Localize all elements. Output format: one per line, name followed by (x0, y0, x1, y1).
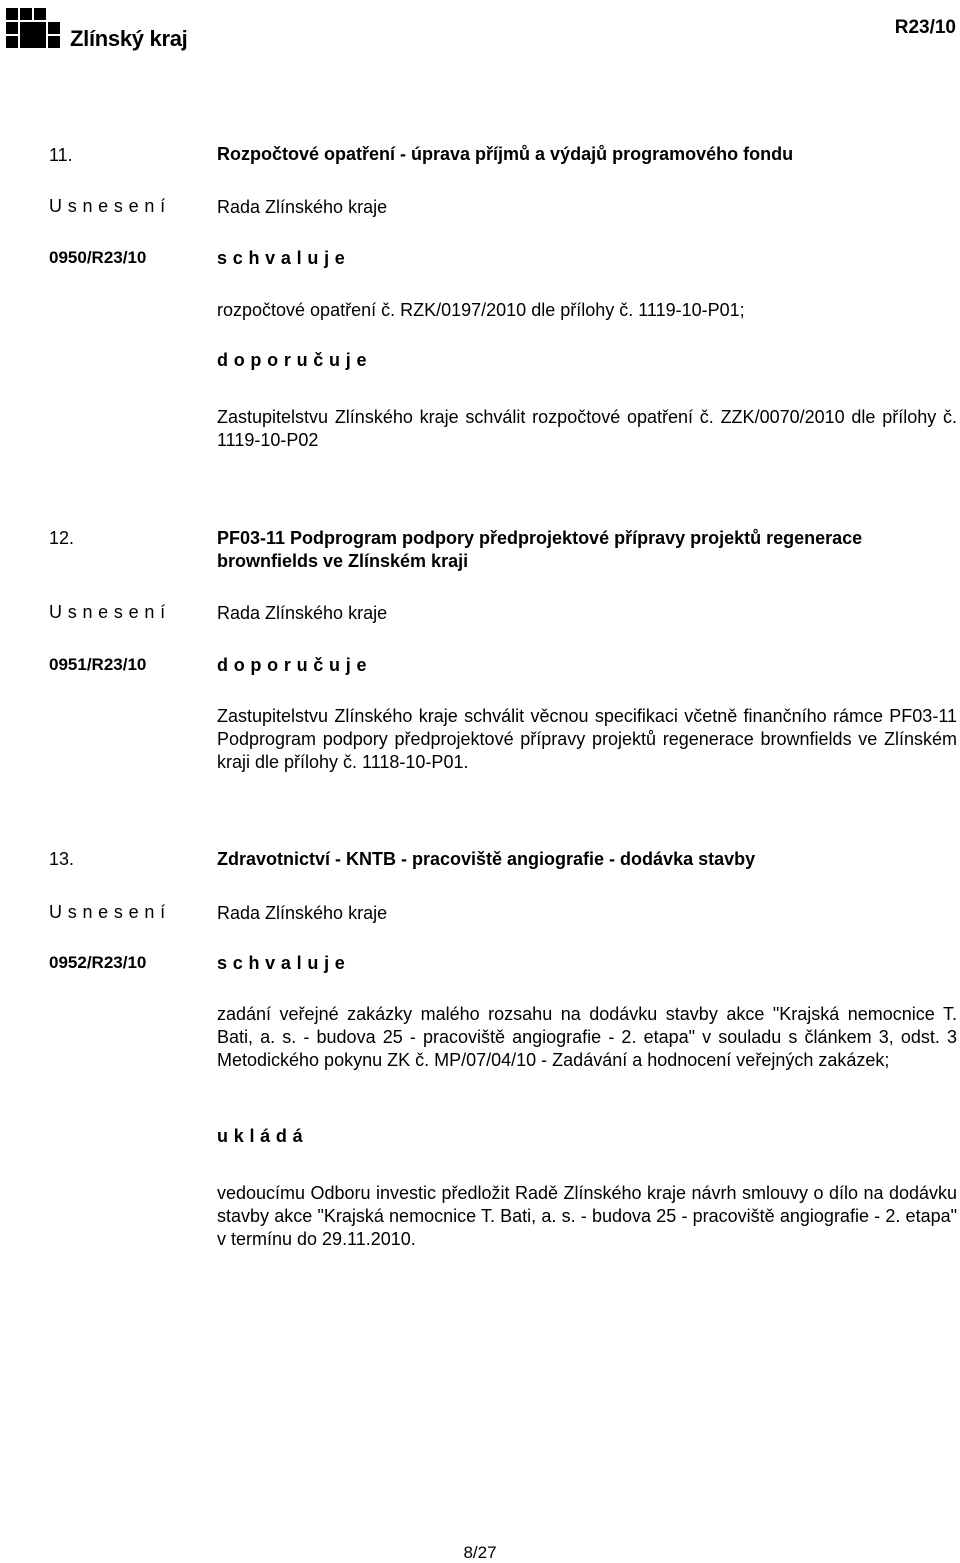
zlinsky-kraj-logo (6, 6, 191, 56)
resolution-number: 0951/R23/10 (49, 655, 147, 674)
resolution-text: rozpočtové opatření č. RZK/0197/2010 dle přílohy č. 1119-10-P01; (217, 300, 745, 320)
resolution-body: Rada Zlínského kraje (217, 603, 388, 623)
resolution-label: U s n e s e n í (49, 902, 166, 922)
item-number: 13. (49, 849, 75, 869)
resolution-number: 0950/R23/10 (49, 248, 147, 267)
resolution-verb: u k l á d á (217, 1126, 303, 1146)
item-title: Zdravotnictví - KNTB - pracoviště angiografie - dodávka stavby (217, 849, 756, 869)
logo-text: Zlínský kraj (70, 26, 188, 51)
resolution-verb: s c h v a l u j e (217, 248, 346, 268)
resolution-text: zadání veřejné zakázky malého rozsahu na dodávku stavby akce "Krajská nemocnice T. Bati, a. s. - budova 25 - pracoviště angiografie - 2. etapa" v souladu s článkem 3, odst. 3 Metodického pokynu ZK č. MP/07/04/10 - Zadávání a hodnocení veřejných zakázek; (217, 1004, 957, 1070)
document-id: R23/10 (894, 17, 956, 38)
resolution-verb: s c h v a l u j e (217, 953, 346, 973)
resolution-text: Zastupitelstvu Zlínského kraje schválit věcnou specifikaci včetně finančního rámce PF03-11 Podprogram podpory předprojektové přípravy projektů regenerace brownfields ve Zlínském kraji dle přílohy č. 1118-10-P01. (217, 706, 957, 772)
resolution-text: Zastupitelstvu Zlínského kraje schválit rozpočtové opatření č. ZZK/0070/2010 dle přílohy č. 1119-10-P02 (217, 407, 957, 450)
resolution-body: Rada Zlínského kraje (217, 197, 388, 217)
item-title: PF03-11 Podprogram podpory předprojektové přípravy projektů regenerace brownfields ve Zlínském kraji (217, 528, 863, 571)
item-number: 12. (49, 528, 75, 548)
item-title: Rozpočtové opatření - úprava příjmů a výdajů programového fondu (217, 144, 794, 164)
page-number: 8/27 (463, 1543, 497, 1562)
resolution-label: U s n e s e n í (49, 602, 166, 622)
resolution-body: Rada Zlínského kraje (217, 903, 388, 923)
resolution-number: 0952/R23/10 (49, 953, 147, 972)
resolution-label: U s n e s e n í (49, 196, 166, 216)
resolution-text: vedoucímu Odboru investic předložit Radě Zlínského kraje návrh smlouvy o dílo na dodávku stavby akce "Krajská nemocnice T. Bati, a. s. - budova 25 - pracoviště angiografie - 2. etapa" v termínu do 29.11.2010. (217, 1183, 957, 1249)
resolution-verb: d o p o r u č u j e (217, 350, 367, 370)
item-number: 11. (49, 145, 73, 165)
resolution-verb: d o p o r u č u j e (217, 655, 367, 675)
